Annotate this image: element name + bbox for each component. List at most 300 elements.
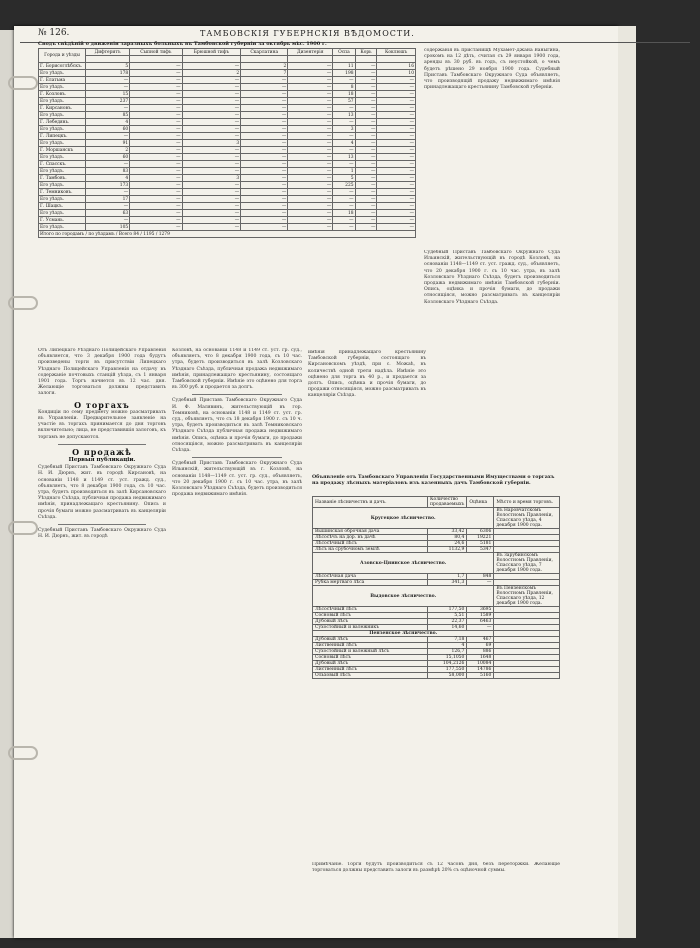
cell-value: — xyxy=(182,210,241,217)
divider xyxy=(192,394,282,395)
cell-value: 14786 xyxy=(467,667,494,673)
cell-value: — xyxy=(86,84,130,91)
cell-value: 58,000 xyxy=(428,673,467,679)
cell-value: — xyxy=(333,133,355,140)
cell-value: — xyxy=(377,196,416,203)
cell-value: — xyxy=(130,63,182,70)
cell-value: 177,50 xyxy=(428,607,467,613)
cell-value: — xyxy=(377,119,416,126)
newspaper-title: ТАМБОВСКІЯ ГУБЕРНСКІЯ ВѢДОМОСТИ. xyxy=(200,29,415,38)
cell-value: — xyxy=(333,77,355,84)
city-name: Г. Темниковъ. xyxy=(39,189,86,196)
cell-value: — xyxy=(355,182,377,189)
cell-value: — xyxy=(130,168,182,175)
cell-value: 2 xyxy=(182,70,241,77)
cell-value: — xyxy=(377,147,416,154)
sub-header xyxy=(130,56,182,63)
cell-value: — xyxy=(182,98,241,105)
cell-value: 83 xyxy=(86,168,130,175)
issue-number: № 126. xyxy=(38,28,70,38)
cell-value: — xyxy=(288,126,333,133)
cell-value: 225 xyxy=(333,182,355,189)
table-row xyxy=(39,196,416,203)
cell-value: — xyxy=(377,133,416,140)
cell-value: — xyxy=(241,182,288,189)
city-name: Г. Усмань. xyxy=(39,217,86,224)
cell-value: — xyxy=(377,105,416,112)
cell-value: 18 xyxy=(333,210,355,217)
cell-value: — xyxy=(130,210,182,217)
col2-text-2: Судебный Приставъ Тамбовскаго Окружнаго Суда И. Ф. Малявинъ, жительствующій въ гор. Темниковѣ, на основаніи 1148 и 1149 ст. уст. гр. суд., объявляетъ, что съ 18 декабря 1900 г. съ 10 ч. утра, будетъ производиться въ залѣ Темниковскаго Уѣзднаго Съѣзда публичная продажа недвижимаго имѣнія. Опись, оцѣнка и прочія бумаги, до продажи относящіяся, можно разсматривать въ канцеляріи Съѣзда. xyxy=(172,398,302,454)
cell-value: 8 xyxy=(333,84,355,91)
table-row xyxy=(39,182,416,189)
totals-row xyxy=(39,231,416,238)
cell-value: — xyxy=(130,217,182,224)
table-row xyxy=(39,224,416,231)
cell-value: 5160 xyxy=(467,673,494,679)
cell-value: 13 xyxy=(333,112,355,119)
cell-value: 1589 xyxy=(467,613,494,619)
cell-value: — xyxy=(182,196,241,203)
cell-value: — xyxy=(130,140,182,147)
cell-value: — xyxy=(130,112,182,119)
cell-value: 11 xyxy=(333,63,355,70)
cell-value: — xyxy=(130,203,182,210)
cell-value: — xyxy=(377,168,416,175)
city-name: Г. Моршанскъ xyxy=(39,147,86,154)
binding-ring-icon xyxy=(8,76,38,90)
cell-value: — xyxy=(377,154,416,161)
cell-value: — xyxy=(288,63,333,70)
cell-value: — xyxy=(130,91,182,98)
cell-value: 91 xyxy=(86,140,130,147)
city-name: Его уѣздъ. xyxy=(39,182,86,189)
cell-value: — xyxy=(355,133,377,140)
cell-value: — xyxy=(241,168,288,175)
cell-value: — xyxy=(355,126,377,133)
forestry-name: Азовско-Цнинское лѣсничество. xyxy=(313,553,494,574)
cell-value: Лѣсосѣчный лѣсъ xyxy=(313,541,428,547)
cell-value: 4 xyxy=(428,643,467,649)
cell-value: 1,7 xyxy=(428,574,467,580)
divider xyxy=(58,524,146,525)
cell-value: — xyxy=(241,119,288,126)
cell-value: Лѣсъ на срубочномъ землѣ xyxy=(313,547,428,553)
cell-value: — xyxy=(355,105,377,112)
cell-value: — xyxy=(241,84,288,91)
cell-value: 105 xyxy=(86,224,130,231)
cell-value: — xyxy=(130,133,182,140)
table-row xyxy=(39,168,416,175)
cell-value: — xyxy=(377,112,416,119)
cell-value: — xyxy=(377,77,416,84)
cell-value: 14,60 xyxy=(428,625,467,631)
cell-value: — xyxy=(241,224,288,231)
cell-value: — xyxy=(288,161,333,168)
cell-value: — xyxy=(241,175,288,182)
city-name: Г. Спасскъ. xyxy=(39,161,86,168)
cell-value: Дубовый лѣсъ xyxy=(313,619,428,625)
forest-col-name: Названіе лѣсничествъ и дачъ. xyxy=(313,497,428,508)
cell-value: — xyxy=(182,147,241,154)
cell-value: — xyxy=(241,126,288,133)
disease-header: Брюшной тифъ xyxy=(182,49,241,56)
cell-value: 3 xyxy=(182,175,241,182)
city-name: Его уѣздъ. xyxy=(39,224,86,231)
cell-value: — xyxy=(355,168,377,175)
cell-value: — xyxy=(355,196,377,203)
cell-value: — xyxy=(241,147,288,154)
disease-header: Сыпной тифъ xyxy=(130,49,182,56)
cell-value: 104,2126 xyxy=(428,661,467,667)
cell-value: — xyxy=(288,175,333,182)
forest-col-place: Мѣсто и время торговъ. xyxy=(494,497,560,508)
cell-value: — xyxy=(288,70,333,77)
cell-value: — xyxy=(355,147,377,154)
cell-value: — xyxy=(241,133,288,140)
cell-value: — xyxy=(182,126,241,133)
section-auctions-heading: О торгахъ xyxy=(74,399,130,410)
city-name: Г. Лебедянь. xyxy=(39,119,86,126)
cell-value: — xyxy=(333,217,355,224)
cell-value: — xyxy=(288,77,333,84)
city-name: Г. Липецкъ. xyxy=(39,133,86,140)
binding-ring-icon xyxy=(8,521,38,535)
divider xyxy=(192,457,282,458)
cell-value: 178 xyxy=(86,70,130,77)
table-row xyxy=(39,210,416,217)
cell-value: 2 xyxy=(86,147,130,154)
cell-value: 126,7 xyxy=(428,649,467,655)
cell-value: — xyxy=(130,98,182,105)
cell-value: — xyxy=(241,105,288,112)
cell-value: — xyxy=(288,203,333,210)
disease-header: Дифтеритъ xyxy=(86,49,130,56)
cell-value: 173 xyxy=(86,182,130,189)
cell-value: — xyxy=(333,203,355,210)
cell-value: 237 xyxy=(86,98,130,105)
cell-value: — xyxy=(182,91,241,98)
cell-value: — xyxy=(86,203,130,210)
cell-value: — xyxy=(288,210,333,217)
cell-value: — xyxy=(355,217,377,224)
column-3: имѣнія принадлежащаго крестьянину Тамбовской губерніи, состоящаго въ Кирсановскомъ уѣздѣ, при с. Можаѣ, въ количествѣ одной трети надѣла. Имѣніе это оцѣнено для торга въ 40 р., и продается за долгъ. Опись, оцѣнка и прочія бумаги, до продажи относящіяся, можно разсматривать въ канцеляріи Съѣзда. xyxy=(308,350,426,399)
cell-value: Дубовый лѣсъ xyxy=(313,637,428,643)
table-row xyxy=(39,189,416,196)
cell-value: — xyxy=(467,580,494,586)
city-name: Его уѣздъ. xyxy=(39,70,86,77)
cell-value: — xyxy=(377,98,416,105)
cell-value: 33,42 xyxy=(428,529,467,535)
cell-value: — xyxy=(288,154,333,161)
cell-value: — xyxy=(355,98,377,105)
cell-value: — xyxy=(377,203,416,210)
cell-value: — xyxy=(182,217,241,224)
cell-value: — xyxy=(355,189,377,196)
cell-value: — xyxy=(86,133,130,140)
cell-value: — xyxy=(130,154,182,161)
table-row xyxy=(39,175,416,182)
cell-value: — xyxy=(377,224,416,231)
cell-value: — xyxy=(377,84,416,91)
cell-value: — xyxy=(288,91,333,98)
cell-value: — xyxy=(241,98,288,105)
city-name: Его уѣздъ. xyxy=(39,126,86,133)
cell-value: — xyxy=(182,77,241,84)
cell-value: Лѣсосѣчный лѣсъ xyxy=(313,607,428,613)
table-row xyxy=(39,119,416,126)
forest-auction-table xyxy=(312,496,560,679)
cell-value: — xyxy=(288,224,333,231)
cell-value: 60 xyxy=(86,126,130,133)
next-page-edge xyxy=(618,26,636,938)
table-row xyxy=(39,105,416,112)
cell-value: — xyxy=(182,203,241,210)
cell-value: — xyxy=(355,210,377,217)
cell-value: — xyxy=(241,161,288,168)
city-name: Г. Елатьма xyxy=(39,77,86,84)
cell-value: Сухостойный и валежникъ xyxy=(313,625,428,631)
divider xyxy=(58,444,146,445)
cell-value: 6306 xyxy=(467,529,494,535)
cell-value: — xyxy=(86,77,130,84)
cell-value: — xyxy=(377,210,416,217)
previous-page-edge xyxy=(0,30,14,938)
cell-value: 3 xyxy=(333,126,355,133)
table-row xyxy=(39,112,416,119)
disease-header: Дизентерія xyxy=(288,49,333,56)
cell-value: — xyxy=(288,147,333,154)
cell-value: Дубовый лѣсъ xyxy=(313,661,428,667)
stats-title: Сводъ свѣдѣній о движеніи заразныхъ больныхъ въ Тамбовской губерніи за октябрь мѣс. 1900 г. xyxy=(38,41,327,47)
table-row xyxy=(39,126,416,133)
sub-header xyxy=(182,56,241,63)
cell-value: 467 xyxy=(467,637,494,643)
cell-value: — xyxy=(241,189,288,196)
auction-place: Въ Зарубинскомъ Волостномъ Правленіи, Спасскаго уѣзда, 7 декабря 1900 года. xyxy=(494,553,560,574)
cell-value: — xyxy=(182,168,241,175)
cell-value: Сосновый лѣсъ xyxy=(313,655,428,661)
cell-value: — xyxy=(355,91,377,98)
cell-value: — xyxy=(288,133,333,140)
cell-value: 10 xyxy=(377,70,416,77)
cell-value: 17 xyxy=(86,196,130,203)
cell-value: — xyxy=(130,161,182,168)
auction-place: Въ Наровчатскомъ Волостномъ Правленіи, Спасскаго уѣзда, 4 декабря 1900 года. xyxy=(494,508,560,529)
cell-value: — xyxy=(377,161,416,168)
column-2 xyxy=(172,348,302,908)
cell-value: — xyxy=(355,154,377,161)
cell-value: — xyxy=(355,119,377,126)
forestry-name: Выдовское лѣсничество. xyxy=(313,586,494,607)
cell-value: — xyxy=(130,84,182,91)
cell-value: — xyxy=(288,196,333,203)
cell-value: 4 xyxy=(333,140,355,147)
cell-value: — xyxy=(377,91,416,98)
forest-col-price: Оцѣнка xyxy=(467,497,494,508)
city-name: Его уѣздъ. xyxy=(39,140,86,147)
table-row xyxy=(39,203,416,210)
first-publications-heading: Первыя публикаціи. xyxy=(68,457,136,464)
cell-value: — xyxy=(333,119,355,126)
table-row xyxy=(39,161,416,168)
cell-value: — xyxy=(130,175,182,182)
cell-value: 3 xyxy=(182,140,241,147)
cell-value: — xyxy=(377,189,416,196)
cell-value: 848 xyxy=(467,574,494,580)
cell-value: 4 xyxy=(86,119,130,126)
col2-text-1: Козловѣ, на основаніи 1148 и 1149 ст. уст. гр. суд., объявляетъ, что 8 декабря 1900 года, съ 10 час. утра, будетъ производиться въ залѣ Козловскаго Уѣзднаго Съѣзда, публичная продажа недвижимаго имѣнія, принадлежащаго крестьянину, состоящаго Тамбовской губерніи. Имѣніе это оцѣнено для торга въ 300 руб. и продается за долгъ. xyxy=(172,348,302,391)
cell-value: 15,1050 xyxy=(428,655,467,661)
cell-value: 1132,9 xyxy=(428,547,467,553)
cell-value: — xyxy=(182,161,241,168)
totals-label: Итого по городамъ / по уѣздамъ / Всего 84 / 1195 / 1279 xyxy=(39,231,416,238)
city-name: Г. Кирсановъ. xyxy=(39,105,86,112)
cell-value: Сосновый лѣсъ xyxy=(313,613,428,619)
binding-ring-icon xyxy=(8,296,38,310)
cell-value: Вышинская оброчная дача xyxy=(313,529,428,535)
cell-value: 6463 xyxy=(467,619,494,625)
cell-value: — xyxy=(182,119,241,126)
bailiff-notice-start: Судебный Приставъ Тамбовскаго Окружнаго Суда Н. И. Дюрнъ, жит. въ городѣ xyxy=(38,528,166,540)
cell-value: — xyxy=(86,161,130,168)
cell-value: 13 xyxy=(333,154,355,161)
cell-value: Рубка мертваго лѣса xyxy=(313,580,428,586)
cell-value: Сухостойный и валежный лѣсъ xyxy=(313,649,428,655)
cell-value: — xyxy=(288,105,333,112)
cell-value: — xyxy=(355,112,377,119)
cell-value: — xyxy=(288,140,333,147)
cell-value: — xyxy=(355,161,377,168)
cell-value: — xyxy=(241,112,288,119)
cell-value: 341,3 xyxy=(428,580,467,586)
table-row xyxy=(39,154,416,161)
cell-value: — xyxy=(288,189,333,196)
cell-value: 1648 xyxy=(467,655,494,661)
cell-value: 5347 xyxy=(467,547,494,553)
table-row xyxy=(39,91,416,98)
disease-header: Скарлатина xyxy=(241,49,288,56)
cell-value: — xyxy=(467,625,494,631)
cell-value: 69 xyxy=(467,643,494,649)
cell-value: 24,6 xyxy=(428,541,467,547)
cell-value: — xyxy=(288,119,333,126)
city-name: Г. Шацкъ. xyxy=(39,203,86,210)
cell-value: — xyxy=(130,70,182,77)
cell-value: 2 xyxy=(241,63,288,70)
cell-value: — xyxy=(333,224,355,231)
auctions-text: Кондиціи по сему предмету можно разсматривать въ Управленіи. Предварительное заявленіе на участіе въ торгахъ принимается до дня торговъ включительно; лица, не представившія залоговъ, къ торгамъ не допускаются. xyxy=(38,409,166,440)
cell-value: — xyxy=(182,224,241,231)
table-row xyxy=(313,673,560,679)
city-name: Его уѣздъ. xyxy=(39,84,86,91)
cell-value: — xyxy=(377,217,416,224)
cell-value: — xyxy=(333,189,355,196)
cell-value: — xyxy=(355,77,377,84)
cell-value: 85 xyxy=(86,112,130,119)
cell-value: 16 xyxy=(377,63,416,70)
empty-cell xyxy=(494,673,560,679)
forest-note: Примѣчаніе. Торги будутъ производиться съ 12 часовъ дня, безъ переторжки. Желающіе торговаться должны представить залоги въ размѣрѣ 20% съ оцѣночной суммы. xyxy=(312,862,560,874)
cell-value: — xyxy=(355,63,377,70)
col2-text-3: Судебный Приставъ Тамбовскаго Окружнаго Суда Ильинскій, жительствующій въ г. Козловѣ, на основаніи 1148—1149 ст. уст. гр. суд., объявляетъ, что 20 декабря 1900 г. съ 10 час. утра, въ залѣ Козловскаго Уѣзднаго Съѣзда, будетъ производиться продажа недвижимаго имѣнія. xyxy=(172,461,302,498)
cell-value: — xyxy=(288,168,333,175)
forest-group-row xyxy=(313,553,560,574)
forest-col-qty: Количество продаваемыхъ xyxy=(428,497,467,508)
cell-value: — xyxy=(241,91,288,98)
cell-value: — xyxy=(241,217,288,224)
city-name: Его уѣздъ. xyxy=(39,98,86,105)
cell-value: — xyxy=(288,112,333,119)
cell-value: — xyxy=(241,203,288,210)
disease-header: Оспа xyxy=(333,49,355,56)
cell-value: — xyxy=(241,210,288,217)
cell-value: 5 xyxy=(333,175,355,182)
sub-header xyxy=(241,56,288,63)
cell-value: — xyxy=(355,203,377,210)
cell-value: — xyxy=(130,224,182,231)
cell-value: 7 xyxy=(241,70,288,77)
cell-value: — xyxy=(241,77,288,84)
cell-value: — xyxy=(288,217,333,224)
cell-value: — xyxy=(182,63,241,70)
forest-group-row xyxy=(313,586,560,607)
cell-value: Лѣсосѣчъ на дор. въ дачѣ xyxy=(313,535,428,541)
cell-value: — xyxy=(288,84,333,91)
cell-value: — xyxy=(86,105,130,112)
cell-value: Лѣсосѣчная дача xyxy=(313,574,428,580)
city-name: Его уѣздъ. xyxy=(39,112,86,119)
cell-value: — xyxy=(182,105,241,112)
cell-value: — xyxy=(333,161,355,168)
cell-value: — xyxy=(130,189,182,196)
cell-value: 19221 xyxy=(467,535,494,541)
cell-value: 5181 xyxy=(467,541,494,547)
cell-value: — xyxy=(182,84,241,91)
cell-value: Лиственный лѣсъ xyxy=(313,667,428,673)
cell-value: — xyxy=(130,77,182,84)
cell-value: — xyxy=(130,126,182,133)
cell-value: — xyxy=(333,105,355,112)
cell-value: 7,18 xyxy=(428,637,467,643)
city-name: Его уѣздъ. xyxy=(39,196,86,203)
column-4-notice: Судебный Приставъ Тамбовскаго Окружнаго Суда Ильинскій, жительствующій въ городѣ Козловѣ, на основаніи 1148—1149 ст. уст. гражд. суд., объявляетъ, что 20 декабря 1900 г. съ 10 час. утра, въ залѣ Козловскаго Уѣзднаго Съѣзда, будетъ производиться продажа недвижимаго имѣнія Тамбовской губерніи. Опись, оцѣнка и прочія бумаги, до продажи относящіяся, можно разсматривать въ канцеляріи Козловскаго Уѣзднаго Съѣзда. xyxy=(424,250,560,305)
cell-value: — xyxy=(288,182,333,189)
sales-notice-text: Судебный Приставъ Тамбовскаго Окружнаго Суда Н. И. Дюрнъ, жит. въ городѣ Кирсановѣ, на основаніи 1148 и 1149 ст. уст. гражд. суд., объявляетъ, что 8 декабря 1900 года, съ 10 час. утра, будетъ производиться въ залѣ Кирсановскаго Уѣзднаго Съѣзда, публичная продажа недвижимаго имѣнія, принадлежащаго крестьянину. Опись и прочія бумаги можно разсматривать въ канцеляріи Съѣзда. xyxy=(38,465,166,520)
table-row xyxy=(39,217,416,224)
cell-value: — xyxy=(377,182,416,189)
city-name: Его уѣздъ. xyxy=(39,154,86,161)
cell-value: — xyxy=(288,98,333,105)
cell-value: — xyxy=(130,196,182,203)
city-name: Г. Борисоглѣбскъ. xyxy=(39,63,86,70)
table-row xyxy=(39,98,416,105)
cell-value: 5,51 xyxy=(428,613,467,619)
forest-group-row xyxy=(313,508,560,529)
cell-value: — xyxy=(130,147,182,154)
disease-header: Коклюшъ xyxy=(377,49,416,56)
cell-value: — xyxy=(182,189,241,196)
cell-value: — xyxy=(241,154,288,161)
city-name: Г. Козловъ. xyxy=(39,91,86,98)
cell-value: — xyxy=(355,70,377,77)
cell-value: — xyxy=(355,84,377,91)
cell-value: 5 xyxy=(86,63,130,70)
cell-value: — xyxy=(86,217,130,224)
cell-value: — xyxy=(355,224,377,231)
cell-value: — xyxy=(333,196,355,203)
auction-place: Въ Пензенскомъ Волостномъ Правленіи, Спасскаго уѣзда, 12 декабря 1900 года. xyxy=(494,586,560,607)
